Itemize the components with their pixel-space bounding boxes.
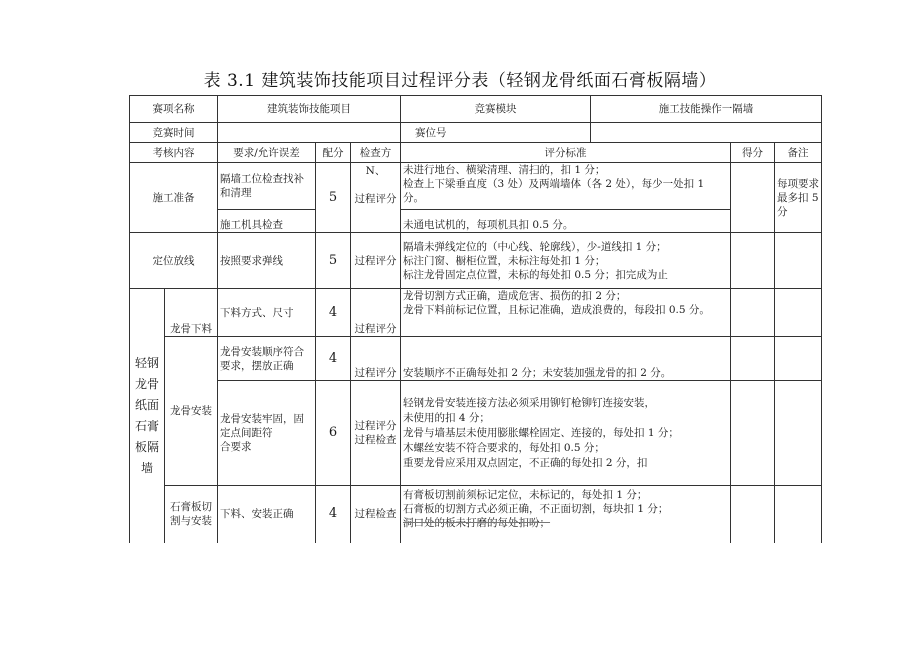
- install-criteria2: [401, 381, 731, 486]
- install-note1: [775, 337, 822, 381]
- prep-criteria1-b: 检查上下梁垂直度（3 处）及两端墙体（各 2 处），每少一处扣 1 分。: [403, 178, 705, 204]
- install-req2: [218, 381, 316, 486]
- install-score2: [731, 381, 775, 486]
- prep-criteria1: [401, 163, 731, 210]
- install-req2-b: 合要求: [220, 441, 252, 453]
- install-note2: [775, 381, 822, 486]
- cut-criteria-b: 龙骨下料前标记位置，且标记准确，造成浪费的，每段扣 0.5 分。: [403, 304, 710, 316]
- col-points: 配分: [316, 143, 351, 163]
- cut-method: 过程评分: [351, 289, 401, 337]
- time-label: 竞赛时间: [130, 123, 218, 143]
- install-method2-a: 过程评分: [354, 420, 397, 432]
- layout-score: [731, 233, 775, 289]
- install-sub: 龙骨安装: [165, 337, 218, 486]
- table-row: [130, 486, 822, 543]
- layout-note: [775, 233, 822, 289]
- cut-req: 下料方式、尺寸: [218, 289, 316, 337]
- board-criteria-c: 洞口处的板未打磨的每处扣吩；: [403, 517, 551, 529]
- wall-group: 轻钢龙骨纸面石膏板隔墙: [130, 289, 165, 543]
- board-req: 下料、安装正确: [218, 486, 316, 543]
- header-row-time: [130, 123, 822, 143]
- module-value: 施工技能操作一隔墙: [591, 96, 822, 123]
- table-row: [130, 163, 822, 210]
- layout-points: 5: [316, 233, 351, 289]
- prep-method: [351, 163, 401, 233]
- prep-points: 5: [316, 163, 351, 233]
- col-criteria: 评分标准: [401, 143, 731, 163]
- board-sub: 石膏板切割与安装: [165, 486, 218, 543]
- table-row: [130, 289, 822, 337]
- board-points: 4: [316, 486, 351, 543]
- seat-value: [591, 123, 822, 143]
- table-row: [130, 381, 822, 486]
- board-criteria: [401, 486, 731, 543]
- cut-criteria: [401, 289, 731, 337]
- scoring-table: [129, 95, 822, 543]
- table-row: [130, 233, 822, 289]
- prep-note: 每项要求最多扣 5 分: [775, 163, 822, 233]
- col-content: 考核内容: [130, 143, 218, 163]
- install-criteria2-c: 龙骨与墙基层未使用膨胀螺栓固定、连接的，每处扣 1 分；: [403, 426, 679, 439]
- install-criteria2-e: 重要龙骨应采用双点固定，不正确的每处扣 2 分，扣: [403, 456, 648, 469]
- prep-method-label: 过程评分: [354, 193, 397, 205]
- board-criteria-a: 有膏板切割前须标记定位，未标记的，每处扣 1 分；: [403, 489, 648, 501]
- column-header-row: [130, 143, 822, 163]
- cut-points: 4: [316, 289, 351, 337]
- cut-criteria-a: 龙骨切割方式正确，造成危害、损伤的扣 2 分；: [403, 290, 627, 302]
- table-row: [130, 210, 822, 233]
- module-label: 竞赛模块: [401, 96, 591, 123]
- install-req2-a: 龙骨安装牢固，固定点间距符: [220, 413, 304, 439]
- board-method: 过程检查: [351, 486, 401, 543]
- prep-criteria1-a: 未进行地台、横梁清理、清扫的，扣 1 分；: [403, 164, 606, 176]
- layout-req: 按照要求弹线: [218, 233, 316, 289]
- layout-criteria-b: 标注门窗、橱柜位置，未标注每处扣 1 分；: [403, 254, 606, 267]
- col-requirement: 要求/允许误差: [218, 143, 316, 163]
- board-note: [775, 486, 822, 543]
- time-value: [218, 123, 401, 143]
- install-criteria2-b: 未使用的扣 4 分；: [403, 411, 490, 424]
- install-req1: 龙骨安装顺序符合要求，摆放正确: [218, 337, 316, 381]
- install-criteria2-d: 木螺丝安装不符合要求的，每处扣 0.5 分；: [403, 441, 605, 454]
- layout-content: 定位放线: [130, 233, 218, 289]
- install-points1: 4: [316, 337, 351, 381]
- layout-criteria-a: 隔墙未弹线定位的（中心线、轮廓线），少-道线扣 1 分；: [403, 240, 667, 253]
- event-name-value: 建筑装饰技能项目: [218, 96, 401, 123]
- layout-method: 过程评分: [351, 233, 401, 289]
- header-row-event: [130, 96, 822, 123]
- install-points2: 6: [316, 381, 351, 486]
- table-row: [130, 337, 822, 381]
- prep-req2: 施工机具检查: [218, 210, 316, 233]
- board-criteria-b: 石膏板的切割方式必须正确，不正面切割，每块扣 1 分；: [403, 503, 669, 515]
- install-criteria1: 安装顺序不正确每处扣 2 分；未安装加强龙骨的扣 2 分。: [401, 337, 731, 381]
- install-method2: [351, 381, 401, 486]
- prep-score: [731, 163, 775, 233]
- prep-content: 施工准备: [130, 163, 218, 233]
- col-score: 得分: [731, 143, 775, 163]
- event-name-label: 赛项名称: [130, 96, 218, 123]
- prep-criteria2: 未通电试机的，每项机具扣 0.5 分。: [401, 210, 731, 233]
- install-criteria2-a: 轻钢龙骨安装连接方法必须采用铆钉枪铆钉连接安装，: [403, 396, 656, 409]
- install-method1: 过程评分: [351, 337, 401, 381]
- col-method: 检查方: [351, 143, 401, 163]
- table-title: 表 3.1 建筑装饰技能项目过程评分表（轻钢龙骨纸面石膏板隔墙）: [203, 71, 717, 91]
- board-score: [731, 486, 775, 543]
- seat-label: 赛位号: [401, 123, 591, 143]
- col-note: 备注: [775, 143, 822, 163]
- prep-method-top: N、: [365, 165, 386, 177]
- prep-req1: 隔墙工位检查找补和清理: [218, 163, 316, 210]
- cut-note: [775, 289, 822, 337]
- install-score1: [731, 337, 775, 381]
- cut-score: [731, 289, 775, 337]
- install-method2-b: 过程检查: [354, 434, 397, 446]
- layout-criteria-c: 标注龙骨固定点位置，未标的每处扣 0.5 分；扣完成为止: [403, 268, 668, 281]
- cut-sub: 龙骨下料: [165, 289, 218, 337]
- layout-criteria: [401, 233, 731, 289]
